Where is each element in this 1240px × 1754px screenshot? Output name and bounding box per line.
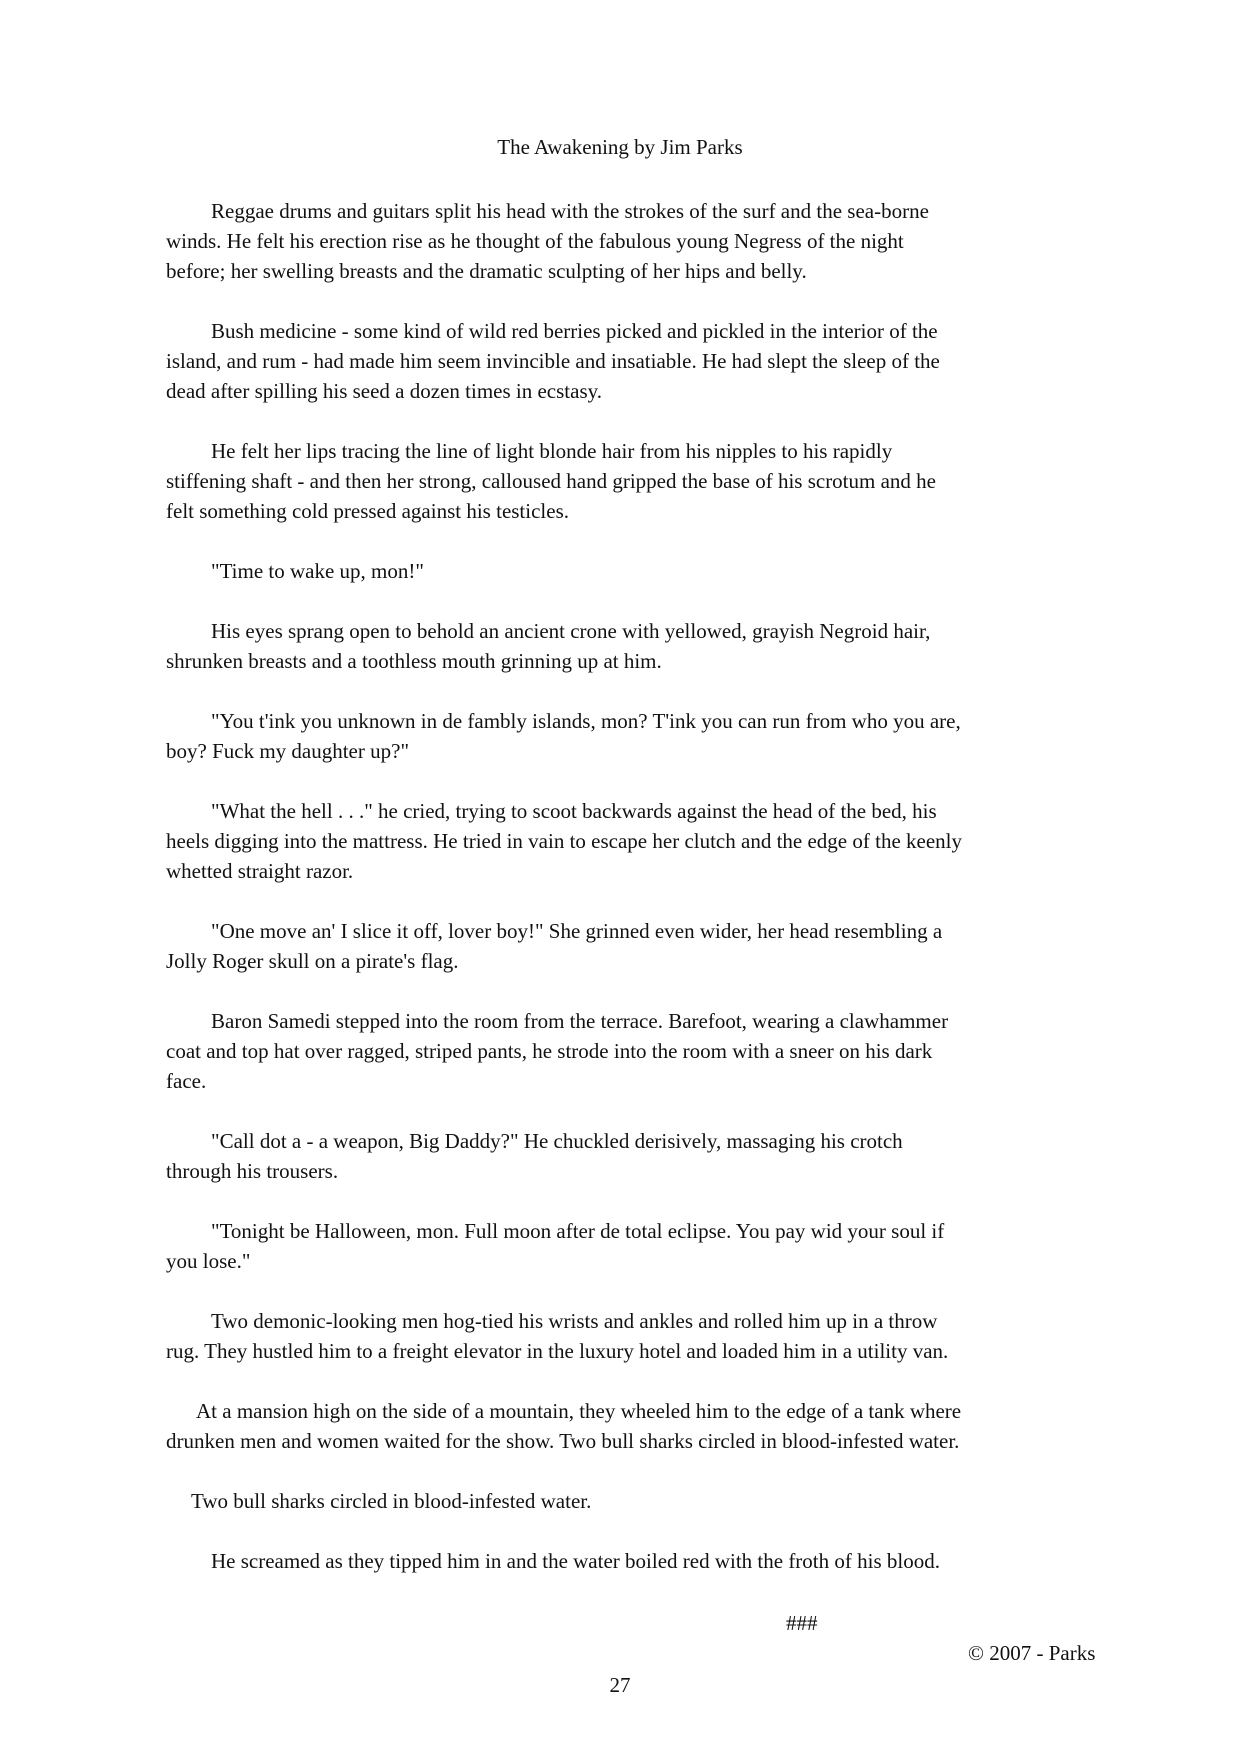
paragraph: Two bull sharks circled in blood-infested water. xyxy=(191,1489,592,1513)
paragraph: He screamed as they tipped him in and the water boiled red with the froth of his blood. xyxy=(211,1549,940,1573)
paragraph: Two demonic-looking men hog-tied his wrists and ankles and rolled him up in a throw rug. They hustled him to a freight elevator in the luxury hotel and loaded him in a utility van. xyxy=(166,1309,949,1363)
paragraph: His eyes sprang open to behold an ancient crone with yellowed, grayish Negroid hair, shrunken breasts and a toothless mouth grinning up at him. xyxy=(166,619,931,673)
paragraph: "One move an' I slice it off, lover boy!" She grinned even wider, her head resembling a Jolly Roger skull on a pirate's flag. xyxy=(166,919,943,973)
paragraph: At a mansion high on the side of a mountain, they wheeled him to the edge of a tank where drunken men and women waited for the show. Two bull sharks circled in blood-infested water. xyxy=(166,1399,962,1453)
paragraph: He felt her lips tracing the line of light blonde hair from his nipples to his rapidly stiffening shaft - and then her strong, calloused hand gripped the base of his scrotum and he felt something cold pressed against his testicles. xyxy=(166,439,936,523)
paragraph: "What the hell . . ." he cried, trying to scoot backwards against the head of the bed, his heels digging into the mattress. He tried in vain to escape her clutch and the edge of the keenly whetted straight razor. xyxy=(166,799,962,883)
end-mark: ### xyxy=(786,1611,818,1635)
paragraph: Bush medicine - some kind of wild red berries picked and pickled in the interior of the island, and rum - had made him seem invincible and insatiable. He had slept the sleep of the dead after spilling his seed a dozen times in ecstasy. xyxy=(166,319,940,403)
paragraph: "You t'ink you unknown in de fambly islands, mon? T'ink you can run from who you are, boy? Fuck my daughter up?" xyxy=(166,709,961,763)
paragraph: "Tonight be Halloween, mon. Full moon after de total eclipse. You pay wid your soul if you lose." xyxy=(166,1219,945,1273)
story-body xyxy=(166,196,1121,1606)
story-title: The Awakening by Jim Parks xyxy=(497,135,743,159)
paragraph: Baron Samedi stepped into the room from the terrace. Barefoot, wearing a clawhammer coat and top hat over ragged, striped pants, he strode into the room with a sneer on his dark face. xyxy=(166,1009,949,1093)
paragraph: "Call dot a - a weapon, Big Daddy?" He chuckled derisively, massaging his crotch through his trousers. xyxy=(166,1129,903,1183)
page-number: 27 xyxy=(609,1673,631,1697)
paragraph: "Time to wake up, mon!" xyxy=(211,559,424,583)
copyright-notice: © 2007 - Parks xyxy=(968,1641,1096,1665)
paragraph: Reggae drums and guitars split his head with the strokes of the surf and the sea-borne winds. He felt his erection rise as he thought of the fabulous young Negress of the night before; her swelling breasts and the dramatic sculpting of her hips and belly. xyxy=(166,199,929,283)
